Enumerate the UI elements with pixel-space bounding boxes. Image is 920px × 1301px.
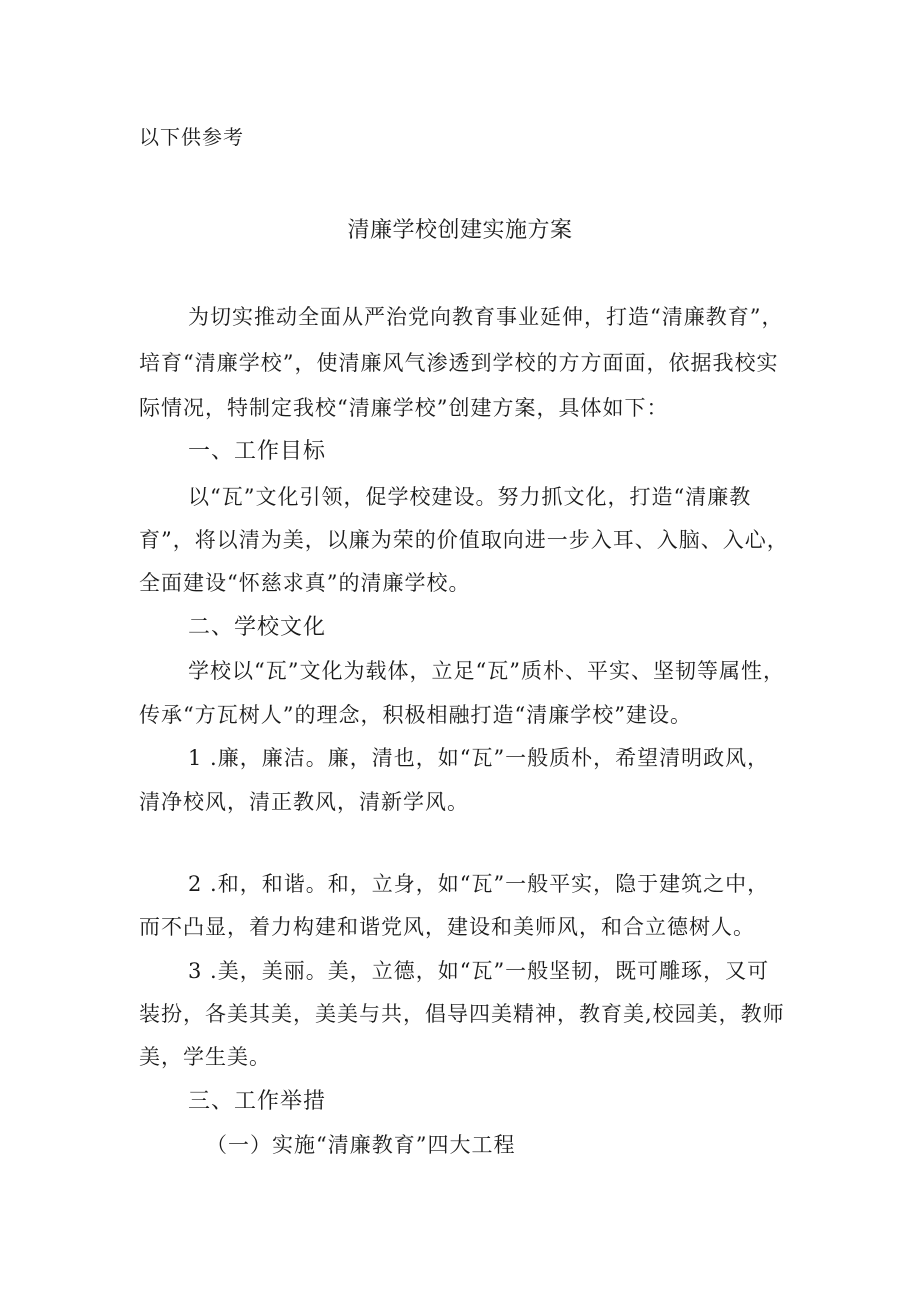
culture-line: 学校以“瓦”文化为载体，立足“瓦”质朴、平实、坚韧等属性， xyxy=(188,659,785,683)
section-heading-measures: 三、工作举措 xyxy=(188,1089,327,1114)
document-title: 清廉学校创建实施方案 xyxy=(347,218,573,243)
culture-item-3: 装扮，各美其美，美美与共，倡导四美精神，教育美,校园美，教师 xyxy=(139,1002,785,1026)
culture-item-1: 1 .廉，廉洁。廉，清也，如“瓦”一般质朴，希望清明政风， xyxy=(188,746,770,770)
intro-line: 际情况，特制定我校“清廉学校”创建方案，具体如下： xyxy=(139,396,669,420)
goals-line: 以“瓦”文化引领，促学校建设。努力抓文化，打造“清廉教 xyxy=(188,485,752,509)
culture-item-3: 3 .美，美丽。美，立德，如“瓦”一般坚韧，既可雕琢，又可 xyxy=(188,959,770,983)
culture-item-2: 而不凸显，着力构建和谐党风，建设和美师风，和合立德树人。 xyxy=(139,915,755,939)
goals-line: 全面建设“怀慈求真”的清廉学校。 xyxy=(139,571,471,595)
measures-subheading: （一）实施“清廉教育”四大工程 xyxy=(206,1133,516,1157)
intro-line: 为切实推动全面从严治党向教育事业延伸，打造“清廉教育”， xyxy=(188,305,784,329)
culture-item-1: 清净校风，清正教风，清新学风。 xyxy=(139,790,469,814)
intro-line: 培育“清廉学校”，使清廉风气渗透到学校的方方面面，依据我校实 xyxy=(139,351,779,375)
goals-line: 育”，将以清为美，以廉为荣的价值取向进一步入耳、入脑、入心， xyxy=(139,528,789,552)
section-heading-culture: 二、学校文化 xyxy=(188,615,327,640)
culture-line: 传承“方瓦树人”的理念，积极相融打造“清廉学校”建设。 xyxy=(139,703,692,727)
culture-item-3: 美，学生美。 xyxy=(139,1045,271,1069)
section-heading-goals: 一、工作目标 xyxy=(188,439,327,464)
reference-note: 以下供参考 xyxy=(139,125,244,149)
culture-item-2: 2 .和，和谐。和，立身，如“瓦”一般平实，隐于建筑之中， xyxy=(188,872,770,896)
